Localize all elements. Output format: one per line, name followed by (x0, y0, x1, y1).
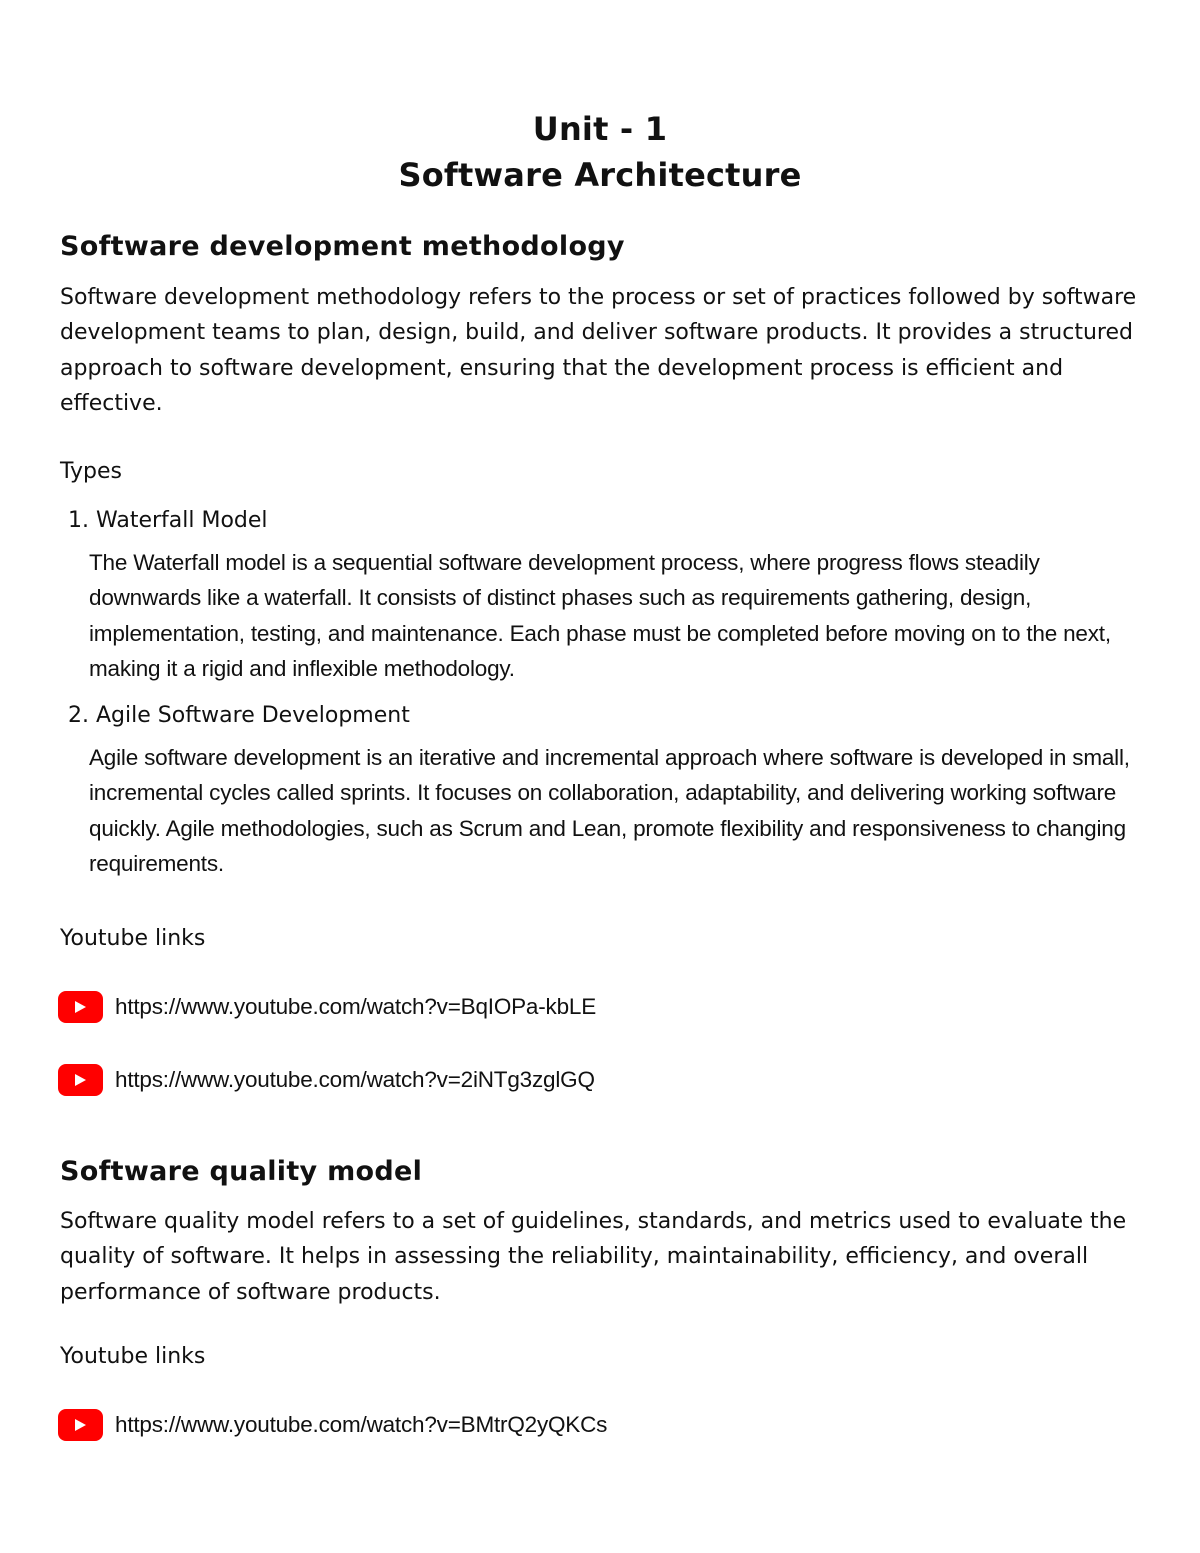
methodology-intro: Software development methodology refers to the process or set of practices followed by software development teams to plan, design, build, and deliver software products. It provides a structured approach to software development, ensuring that the development process is efficient and effective. (60, 285, 1137, 416)
type-item-title-agile (60, 701, 410, 731)
youtube-links-label: Youtube links (60, 1344, 206, 1369)
quality-model-intro: Software quality model refers to a set of guidelines, standards, and metrics used to evaluate the quality of software. It helps in assessing the reliability, maintainability, efficiency, and overall performance of software products. (60, 1209, 1127, 1305)
list-number: 2. (68, 703, 89, 728)
section-heading-quality-model: Software quality model (60, 1156, 423, 1187)
youtube-link-row[interactable] (58, 1063, 595, 1097)
type-item-body-agile: Agile software development is an iterative and incremental approach where software is developed in small, incremental cycles called sprints. It focuses on collaboration, adaptability, and delivering working software quickly. Agile methodologies, such as Scrum and Lean, promote flexibility and responsiveness to changing requirements. (89, 745, 1130, 876)
youtube-link-row[interactable] (58, 990, 596, 1024)
youtube-links-label: Youtube links (60, 926, 206, 951)
youtube-link[interactable]: https://www.youtube.com/watch?v=BMtrQ2yQKCs (115, 1412, 608, 1437)
list-item-title: Waterfall Model (96, 508, 268, 533)
list-number: 1. (68, 508, 89, 533)
section-heading-methodology: Software development methodology (60, 231, 625, 262)
type-item-title-waterfall (60, 506, 268, 536)
youtube-icon (58, 991, 103, 1023)
youtube-link[interactable]: https://www.youtube.com/watch?v=2iNTg3zglGQ (115, 1067, 595, 1092)
document-title (0, 106, 1200, 198)
youtube-icon (58, 1409, 103, 1441)
unit-title: Unit - 1 (532, 110, 668, 148)
type-item-body-waterfall: The Waterfall model is a sequential software development process, where progress flows steadily downwards like a waterfall. It consists of distinct phases such as requirements gathering, design, implementation, testing, and maintenance. Each phase must be completed before moving on to the next, making it a rigid and inflexible methodology. (89, 550, 1111, 681)
subject-title: Software Architecture (398, 156, 802, 194)
youtube-link[interactable]: https://www.youtube.com/watch?v=BqIOPa-kbLE (115, 994, 597, 1019)
list-item-title: Agile Software Development (96, 703, 410, 728)
youtube-icon (58, 1064, 103, 1096)
types-label: Types (60, 459, 122, 484)
youtube-link-row[interactable] (58, 1408, 607, 1442)
